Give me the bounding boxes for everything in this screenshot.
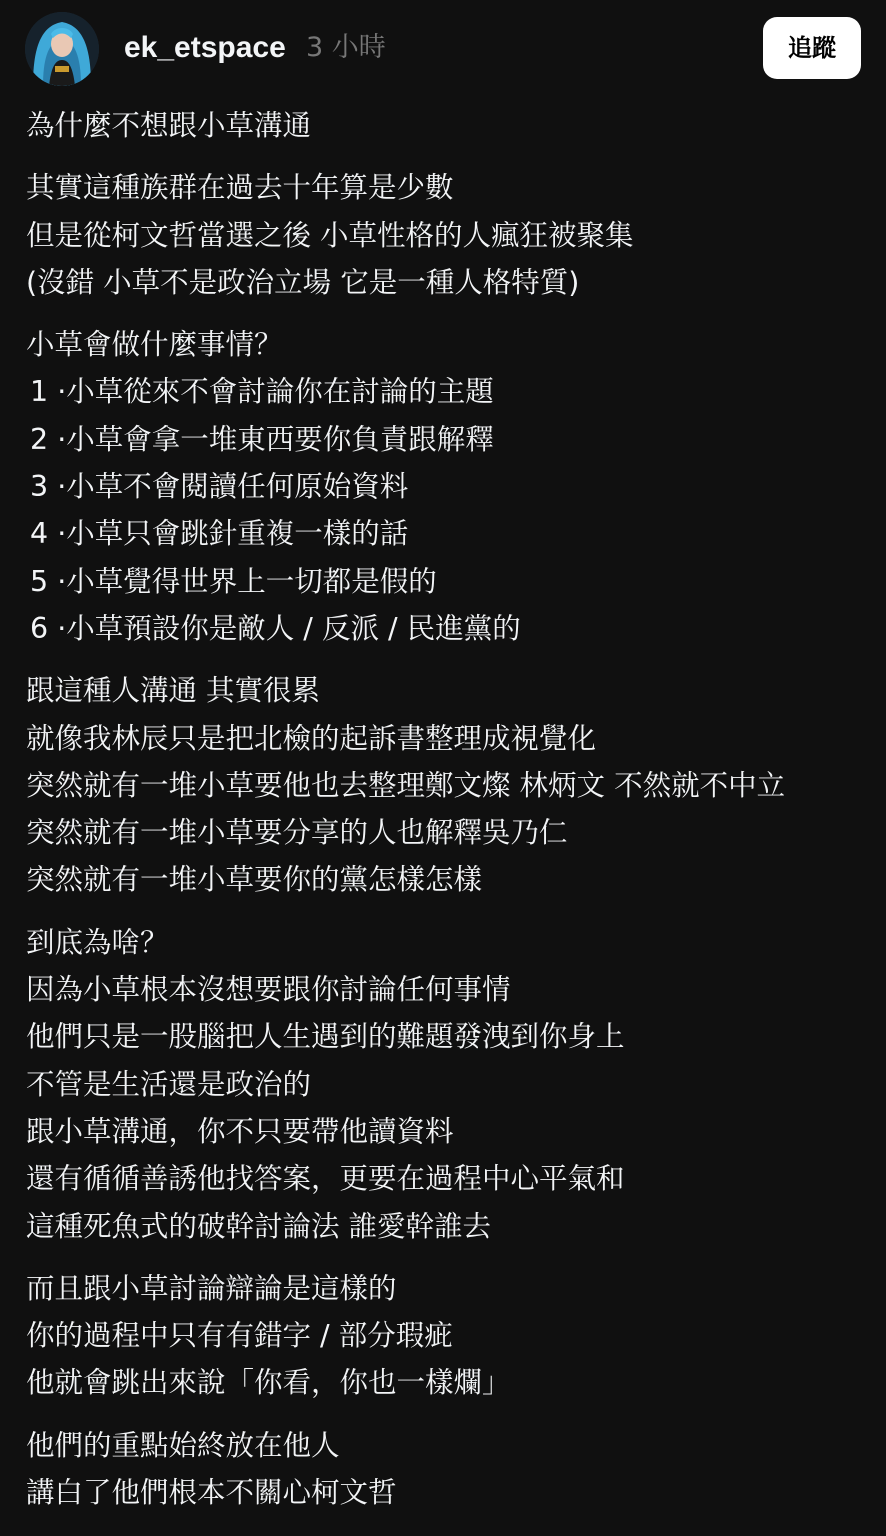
post-paragraph xyxy=(26,1265,866,1407)
post-text-line: 為什麼不想跟小草溝通 xyxy=(26,109,312,142)
post-text-line: 突然就有一堆小草要他也去整理鄭文燦 林炳文 不然就不中立 xyxy=(26,768,786,802)
post-text-line: 這種死魚式的破幹討論法 誰愛幹誰去 xyxy=(26,1209,492,1243)
post-paragraph xyxy=(26,667,866,903)
follow-button[interactable]: 追蹤 xyxy=(763,17,861,79)
post-text-line: 突然就有一堆小草要分享的人也解釋吳乃仁 xyxy=(26,816,568,850)
post-text-line: 突然就有一堆小草要你的黨怎樣怎樣 xyxy=(26,863,483,897)
username[interactable]: ek_etspace xyxy=(124,31,286,64)
post-text-line: 他們只是一股腦把人生遇到的難題發洩到你身上 xyxy=(26,1020,625,1054)
post-paragraph xyxy=(26,102,866,149)
post-paragraph xyxy=(26,919,866,1250)
post-text-line: 他就會跳出來說「你看，你也一樣爛」 xyxy=(26,1366,511,1400)
post-text-line: 就像我林辰只是把北檢的起訴書整理成視覺化 xyxy=(26,721,597,755)
post-text-line: 因為小草根本沒想要跟你討論任何事情 xyxy=(26,973,511,1007)
post-text-line: 還有循循善誘他找答案，更要在過程中心平氣和 xyxy=(26,1162,625,1196)
avatar-image-icon xyxy=(25,12,99,86)
post-text-line: 不管是生活還是政治的 xyxy=(26,1067,312,1101)
post-paragraph xyxy=(26,1422,866,1517)
post-text-line: 3 ·小草不會閱讀任何原始資料 xyxy=(30,470,409,504)
post-text-line: 你的過程中只有有錯字 / 部分瑕疵 xyxy=(26,1319,453,1353)
post-text-line: 1 ·小草從來不會討論你在討論的主題 xyxy=(30,375,494,409)
post-text-line: 到底為啥？ xyxy=(26,925,169,959)
post-text xyxy=(26,102,866,1531)
post-text-line: 4 ·小草只會跳針重複一樣的話 xyxy=(30,517,409,551)
post-text-line: 他們的重點始終放在他人 xyxy=(26,1428,340,1462)
post-text-line: 但是從柯文哲當選之後 小草性格的人瘋狂被聚集 xyxy=(26,218,634,252)
post-text-line: 5 ·小草覺得世界上一切都是假的 xyxy=(30,564,437,598)
post-timestamp: 3 小時 xyxy=(306,32,386,63)
post-paragraph xyxy=(26,164,866,306)
post-text-line: 跟這種人溝通 其實很累 xyxy=(26,674,321,708)
post-text-line: 2 ·小草會拿一堆東西要你負責跟解釋 xyxy=(30,422,494,456)
avatar[interactable] xyxy=(25,12,99,86)
post-text-line: 其實這種族群在過去十年算是少數 xyxy=(26,171,454,205)
post-text-line: 而且跟小草討論辯論是這樣的 xyxy=(26,1271,397,1305)
post-text-line: (沒錯 小草不是政治立場 它是一種人格特質) xyxy=(26,265,580,299)
post-text-line: 跟小草溝通，你不只要帶他讀資料 xyxy=(26,1114,454,1148)
post-text-line: 6 ·小草預設你是敵人 / 反派 / 民進黨的 xyxy=(30,611,521,645)
post-text-line: 講白了他們根本不關心柯文哲 xyxy=(26,1476,397,1510)
post-text-line: 小草會做什麼事情？ xyxy=(26,328,283,362)
post-header xyxy=(0,0,886,100)
post-paragraph xyxy=(26,321,866,652)
